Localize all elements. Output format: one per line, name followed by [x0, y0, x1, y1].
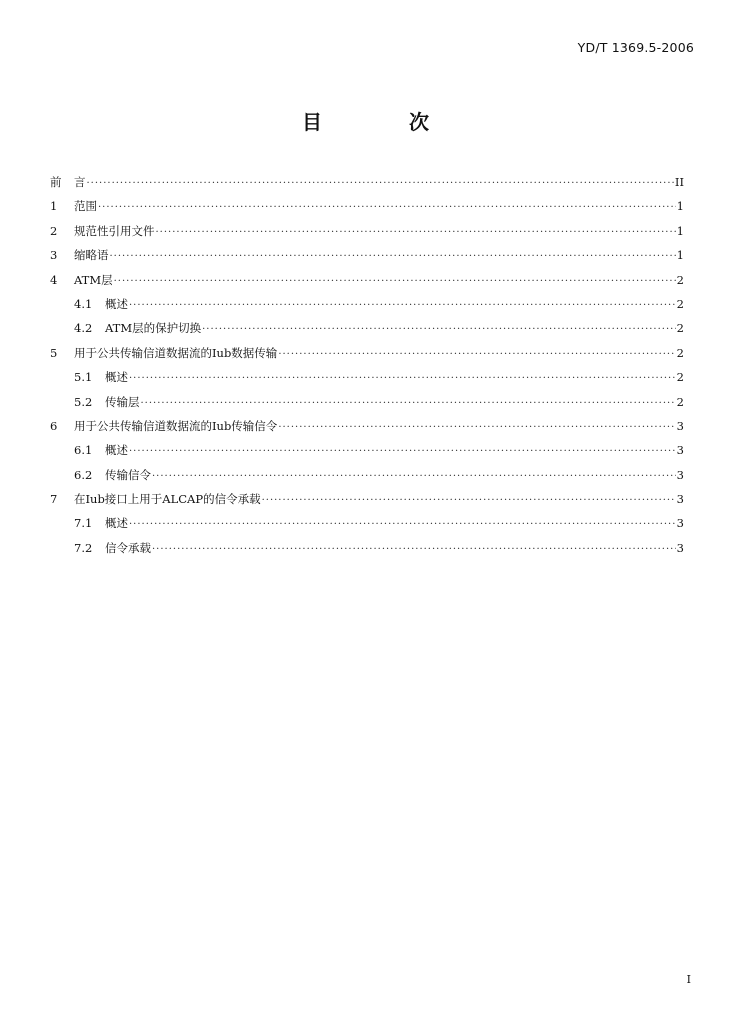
- toc-entry-page: 2: [676, 345, 684, 360]
- toc-entry-page: 2: [676, 394, 684, 409]
- toc-entry-page: II: [674, 175, 684, 189]
- toc-entry-page: 2: [676, 370, 684, 385]
- toc-entry-number: 4.1: [74, 296, 93, 311]
- toc-entry-number: 6.1: [74, 443, 93, 458]
- dot-leader: [129, 519, 676, 530]
- toc-entry-label: 概述: [105, 370, 128, 385]
- dot-leader: [152, 544, 676, 555]
- dot-leader: [110, 251, 676, 262]
- toc-entry-label: 范围: [74, 199, 97, 214]
- toc-entry-page: 3: [676, 467, 684, 482]
- dot-leader: [278, 349, 675, 360]
- toc-entry-page: 3: [676, 516, 684, 531]
- toc-entry[interactable]: [50, 491, 684, 515]
- dot-leader: [129, 373, 676, 384]
- toc-entry-number: 2: [50, 223, 58, 238]
- toc-entry-page: 1: [676, 223, 684, 238]
- table-of-contents: [50, 174, 684, 564]
- toc-entry-number: 1: [50, 199, 58, 214]
- toc-entry-page: 3: [676, 443, 684, 458]
- toc-entry-label: 概述: [105, 516, 128, 531]
- toc-subentry[interactable]: [50, 442, 684, 466]
- toc-entry-number: 4: [50, 272, 58, 287]
- toc-entry-label: 传输层: [105, 394, 140, 409]
- toc-subentry[interactable]: [50, 369, 684, 393]
- toc-entry-page: 3: [676, 418, 684, 433]
- toc-entry-label: 言: [74, 175, 86, 189]
- toc-entry-number: 7: [50, 492, 58, 507]
- toc-entry-label: 用于公共传输信道数据流的Iub数据传输: [74, 345, 278, 360]
- toc-entry-label: 概述: [105, 296, 128, 311]
- toc-entry-number: 4.2: [74, 321, 93, 336]
- dot-leader: [278, 422, 675, 433]
- toc-entry-page: 2: [676, 272, 684, 287]
- toc-entry-number: 7.2: [74, 540, 93, 555]
- toc-entry-page: 1: [676, 248, 684, 263]
- toc-entry-label: 缩略语: [74, 248, 109, 263]
- dot-leader: [156, 227, 676, 238]
- toc-entry-number: 5: [50, 345, 58, 360]
- toc-subentry[interactable]: [50, 320, 684, 344]
- toc-entry-label: 概述: [105, 443, 128, 458]
- dot-leader: [98, 202, 676, 213]
- toc-entry-label: ATM层的保护切换: [105, 321, 202, 336]
- toc-subentry[interactable]: [50, 467, 684, 491]
- toc-entry-number: 6.2: [74, 467, 93, 482]
- toc-entry-label: 用于公共传输信道数据流的Iub传输信令: [74, 418, 278, 433]
- toc-entry[interactable]: [50, 198, 684, 222]
- toc-entry-page: 3: [676, 540, 684, 555]
- dot-leader: [262, 495, 676, 506]
- toc-entry-page: 3: [676, 492, 684, 507]
- page-number: I: [686, 973, 691, 986]
- dot-leader: [129, 446, 676, 457]
- toc-entry-label: ATM层: [74, 272, 113, 287]
- toc-entry-number: 6: [50, 418, 58, 433]
- toc-entry-page: 1: [676, 199, 684, 214]
- toc-subentry[interactable]: [50, 515, 684, 539]
- toc-entry-page: 2: [676, 296, 684, 311]
- toc-entry-number: 3: [50, 248, 58, 263]
- toc-entry-label: 信令承载: [105, 540, 151, 555]
- toc-entry-label: 传输信令: [105, 467, 151, 482]
- toc-subentry[interactable]: [50, 296, 684, 320]
- toc-entry-page: 2: [676, 321, 684, 336]
- dot-leader: [202, 324, 676, 335]
- toc-entry[interactable]: [50, 272, 684, 296]
- dot-leader: [141, 398, 676, 409]
- toc-entry[interactable]: [50, 345, 684, 369]
- standard-number: YD/T 1369.5-2006: [577, 40, 694, 55]
- dot-leader: [87, 178, 674, 189]
- toc-subentry[interactable]: [50, 540, 684, 564]
- toc-entry-label: 在Iub接口上用于ALCAP的信令承载: [74, 492, 261, 507]
- toc-entry[interactable]: [50, 223, 684, 247]
- toc-entry[interactable]: [50, 418, 684, 442]
- toc-entry-number: 5.2: [74, 394, 93, 409]
- toc-entry[interactable]: [50, 247, 684, 271]
- page-title: 目 次: [302, 110, 469, 134]
- toc-entry-number: 7.1: [74, 516, 93, 531]
- toc-entry-label: 规范性引用文件: [74, 223, 155, 238]
- toc-entry-number: 前: [50, 175, 62, 189]
- dot-leader: [129, 300, 676, 311]
- toc-subentry[interactable]: [50, 394, 684, 418]
- toc-entry[interactable]: [50, 174, 684, 198]
- toc-entry-number: 5.1: [74, 370, 93, 385]
- dot-leader: [152, 471, 676, 482]
- dot-leader: [114, 276, 676, 287]
